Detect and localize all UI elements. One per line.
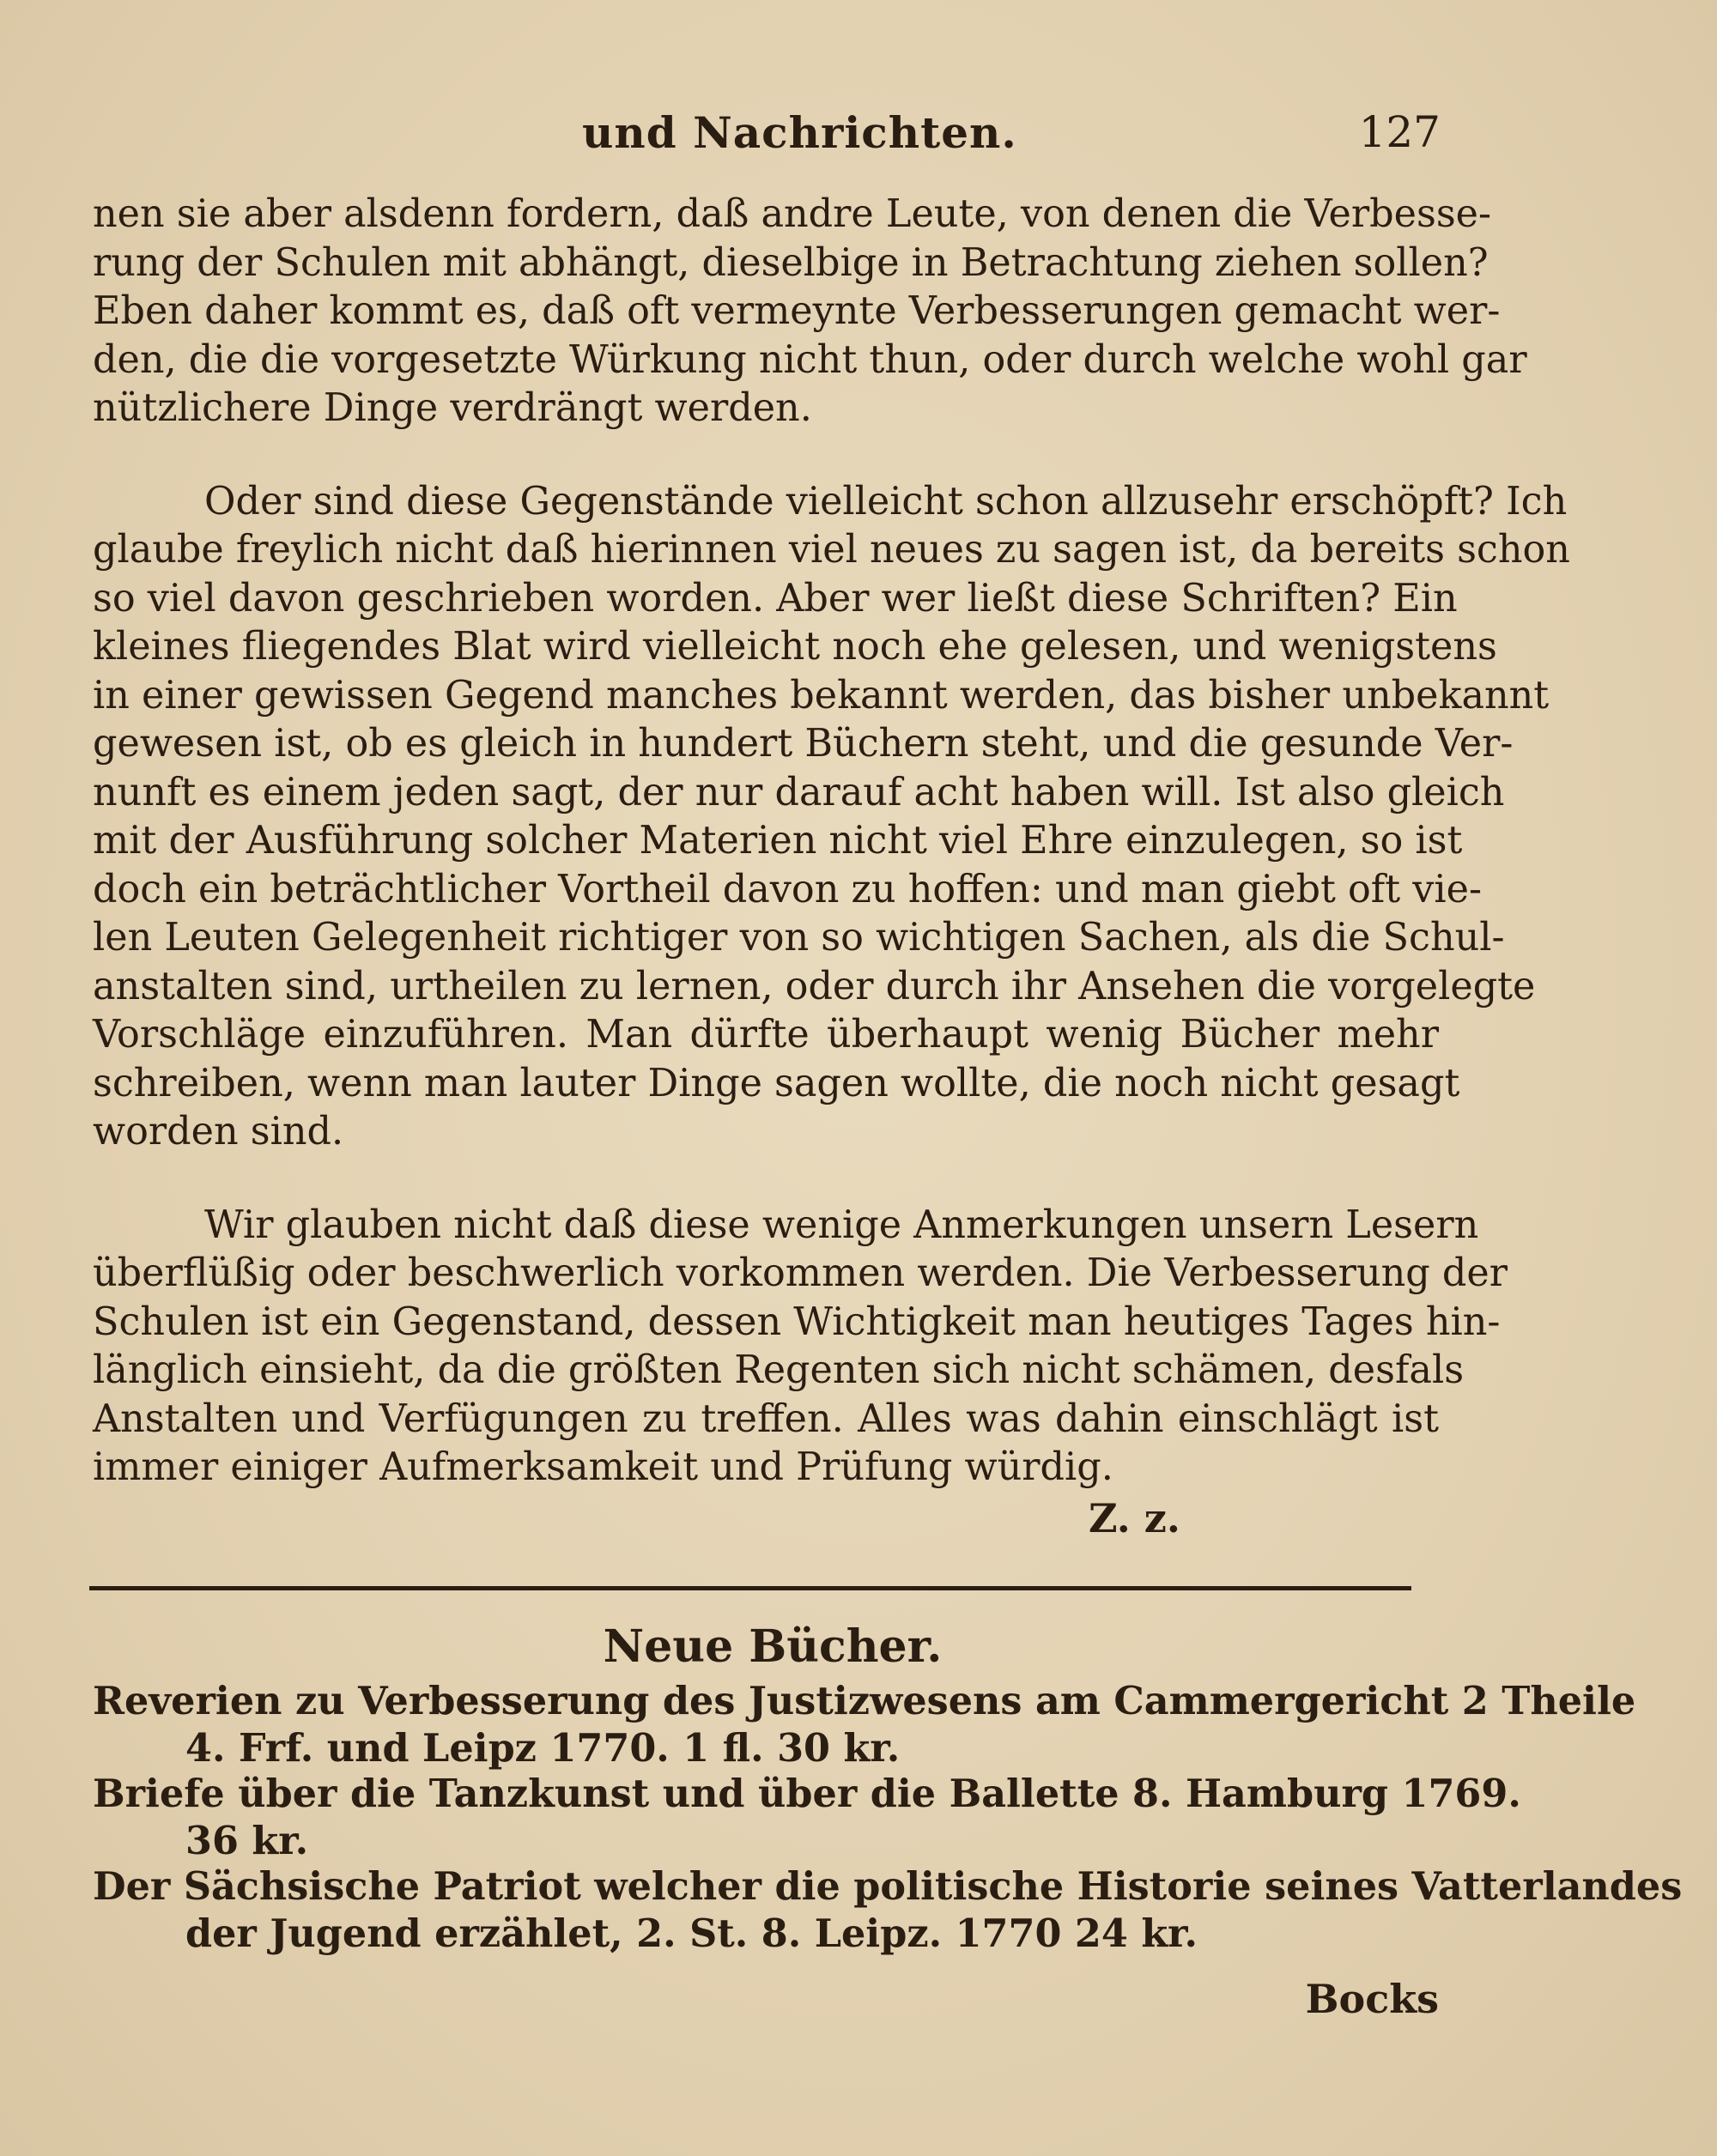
author-signature: Z. z.	[1089, 1495, 1180, 1541]
text-line: nützlichere Dinge verdrängt werden.	[93, 386, 812, 430]
text-line: den, die die vorgesetzte Würkung nicht thun, oder durch welche wohl gar	[93, 337, 1527, 382]
text-line: nunft es einem jeden sagt, der nur darauf acht haben will. Ist also gleich	[93, 770, 1505, 815]
running-head: und Nachrichten.	[582, 107, 1017, 158]
text-line: Anstalten und Verfügungen zu treffen. Alles was dahin einschlägt ist	[93, 1396, 1439, 1441]
text-line: Eben daher kommt es, daß oft vermeynte Verbesserungen gemacht wer-	[93, 289, 1501, 333]
book-entry-line: Briefe über die Tanzkunst und über die Ballette 8. Hamburg 1769.	[93, 1771, 1521, 1816]
text-line: länglich einsieht, da die größten Regenten sich nicht schämen, desfals	[93, 1348, 1465, 1392]
catchword: Bocks	[1305, 1976, 1439, 2022]
text-line: schreiben, wenn man lauter Dinge sagen wollte, die noch nicht gesagt	[93, 1061, 1460, 1105]
book-entry	[93, 1678, 1636, 1772]
text-line: doch ein beträchtlicher Vortheil davon zu hoffen: und man giebt oft vie-	[93, 867, 1483, 911]
text-line: überflüßig oder beschwerlich vorkommen werden. Die Verbesserung der	[93, 1251, 1508, 1295]
page-header	[93, 107, 1441, 176]
section-heading: Neue Bücher.	[603, 1620, 943, 1673]
text-line: Schulen ist ein Gegenstand, dessen Wichtigkeit man heutiges Tages hin-	[93, 1299, 1501, 1344]
text-line: in einer gewissen Gegend manches bekannt werden, das bisher unbekannt	[93, 673, 1550, 718]
text-line: immer einiger Aufmerksamkeit und Prüfung würdig.	[93, 1445, 1113, 1489]
body-text	[93, 191, 1570, 1493]
book-entry-line: 36 kr.	[185, 1819, 309, 1863]
text-line: nen sie aber alsdenn fordern, daß andre Leute, von denen die Verbesse-	[93, 192, 1492, 236]
text-line: so viel davon geschrieben worden. Aber wer ließt diese Schriften? Ein	[93, 576, 1458, 621]
book-entry-line: 4. Frf. und Leipz 1770. 1 fl. 30 kr.	[185, 1726, 901, 1771]
text-line: rung der Schulen mit abhängt, dieselbige in Betrachtung ziehen sollen?	[93, 240, 1489, 285]
book-entry	[93, 1863, 1683, 1958]
text-line: mit der Ausführung solcher Materien nicht viel Ehre einzulegen, so ist	[93, 819, 1463, 863]
book-entry	[93, 1771, 1521, 1865]
paragraph-3	[93, 1202, 1508, 1493]
text-line: Vorschläge einzuführen. Man dürfte überhaupt wenig Bücher mehr	[93, 1013, 1439, 1057]
text-line: anstalten sind, urtheilen zu lernen, oder durch ihr Ansehen die vorgelegte	[93, 964, 1536, 1008]
paragraph-2	[93, 478, 1570, 1157]
text-line: gewesen ist, ob es gleich in hundert Büchern steht, und die gesunde Ver-	[93, 722, 1514, 766]
text-line: worden sind.	[93, 1110, 344, 1154]
page-number: 127	[1358, 107, 1441, 157]
text-line: kleines fliegendes Blat wird vielleicht noch ehe gelesen, und wenigstens	[93, 625, 1497, 669]
book-list	[93, 1678, 1683, 1956]
text-line: glaube freylich nicht daß hierinnen viel neues zu sagen ist, da bereits schon	[93, 528, 1570, 572]
section-divider	[89, 1586, 1411, 1590]
book-entry-line: Der Sächsische Patriot welcher die politische Historie seines Vatterlandes	[93, 1864, 1683, 1909]
text-line: Wir glauben nicht daß diese wenige Anmerkungen unsern Lesern	[204, 1202, 1479, 1247]
book-entry-line: Reverien zu Verbesserung des Justizwesens am Cammergericht 2 Theile	[93, 1679, 1636, 1723]
book-entry-line: der Jugend erzählet, 2. St. 8. Leipz. 1770 24 kr.	[185, 1911, 1198, 1956]
text-line: len Leuten Gelegenheit richtiger von so wichtigen Sachen, als die Schul-	[93, 916, 1505, 960]
paragraph-1	[93, 191, 1527, 433]
text-line: Oder sind diese Gegenstände vielleicht schon allzusehr erschöpft? Ich	[204, 479, 1568, 524]
